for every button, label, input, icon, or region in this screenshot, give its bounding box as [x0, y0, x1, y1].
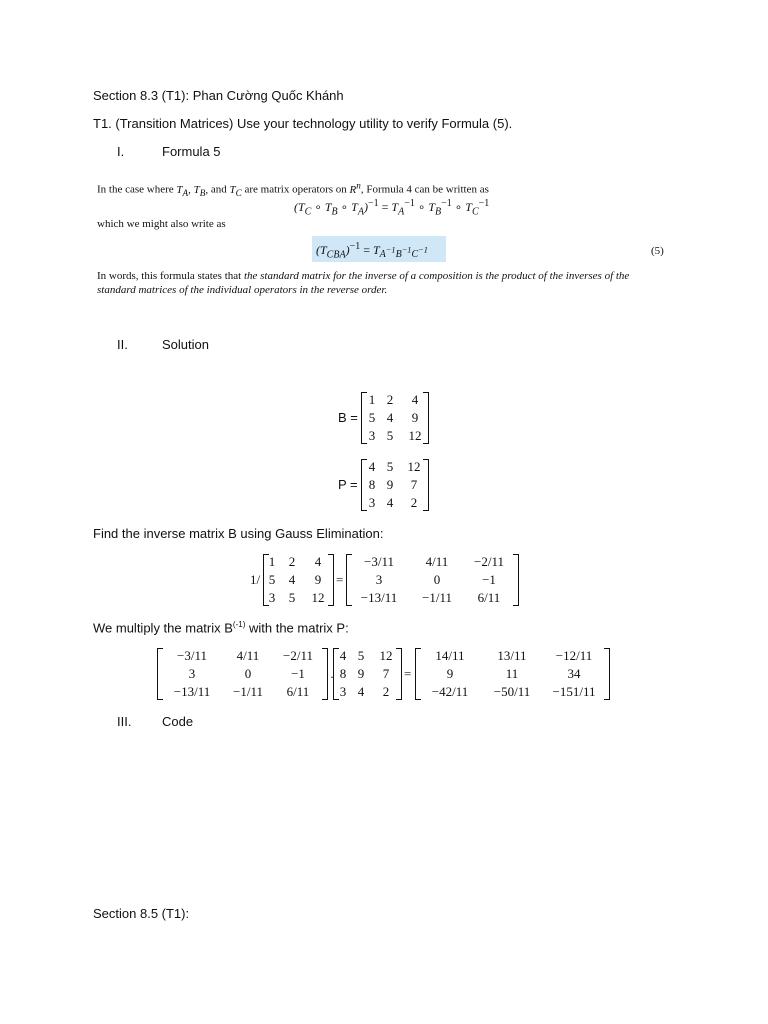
- outline-number-3: III.: [117, 714, 132, 729]
- excerpt-line5-start: In words, this formula states that: [97, 270, 244, 282]
- outline-title-code: Code: [162, 714, 194, 729]
- outline-title-solution: Solution: [162, 337, 209, 352]
- excerpt-line3: which we might also write as: [97, 218, 226, 230]
- formula-4: ($T_C$ ∘ $T_B$ ∘ $T_A)^{-1} = T_A^{-1}$ ∘ $T_B^{-1}$ ∘ $T_C^{-1}$: [294, 198, 490, 218]
- inverse-instruction: Find the inverse matrix B using Gauss Elimination:: [93, 526, 384, 541]
- excerpt-line1-start: In the case where: [97, 183, 177, 196]
- excerpt-line1-end: , Formula 4 can be written as: [360, 183, 489, 196]
- multiply-text-b: with the matrix P:: [245, 620, 349, 636]
- excerpt-line5-italic: the standard matrix for the inverse of a composition is the product of the inverses of the: [243, 270, 630, 282]
- outline-title-formula: Formula 5: [162, 144, 221, 159]
- excerpt-line6: standard matrices of the individual operators in the reverse order.: [97, 284, 388, 296]
- formula-5-tag: (5): [651, 245, 664, 257]
- outline-number-1: I.: [117, 144, 125, 159]
- multiply-text-a: We multiply the matrix B: [93, 620, 233, 636]
- section-heading: Section 8.3 (T1): Phan Cường Quốc Khánh: [93, 88, 344, 103]
- formula-excerpt-image: In the case where $T_A$, $T_B$, and $T_C$ are matrix operators on $R^n$, Formula 4 can be written as ($T_C$ ∘ $T_B$ ∘ $T_A)^{-1} = T_A^{-1}$ ∘ $T_B^{-1}$ ∘ $T_C^{-1}$ which we might also write as $(T_{CBA})^{-1} = T_{A^{-1}B^{-1}C^{-1}}$ (5) In words, this formula states that the standard matrix for the inverse of a composition is the product of the inverses of the standard matrices of the individual operators in the reverse order.: [97, 180, 664, 296]
- excerpt-line1-mid: are matrix operators on: [241, 183, 350, 196]
- multiply-instruction: [93, 620, 349, 635]
- task-statement: T1. (Transition Matrices) Use your technology utility to verify Formula (5).: [93, 116, 513, 131]
- product-equation: −3/11 4/11 −2/11 3 0 −1 −13/11 −1/11 6/11 4 5 12 . 8 9 7 3 4 2 = 14/11 13/11 −12/11 9 11 34 −42/11 −50/11 −151/11: [157, 648, 617, 702]
- inverse-equation: 1/ 1 2 4 5 4 9 3 5 12 = −3/11 4/11 −2/11 3 0 −1 −13/11 −1/11 6/11: [250, 554, 520, 608]
- matrix-b-equation: B = 1 2 4 5 4 9 3 5 12: [338, 392, 438, 446]
- next-section-heading: Section 8.5 (T1):: [93, 906, 190, 921]
- multiply-superscript: (-1): [232, 620, 246, 629]
- matrix-p-equation: P = 4 5 12 8 9 7 3 4 2: [338, 459, 438, 513]
- formula-5: $(T_{CBA})^{-1} = T_{A^{-1}B^{-1}C^{-1}}$: [316, 241, 428, 261]
- outline-number-2: II.: [117, 337, 128, 352]
